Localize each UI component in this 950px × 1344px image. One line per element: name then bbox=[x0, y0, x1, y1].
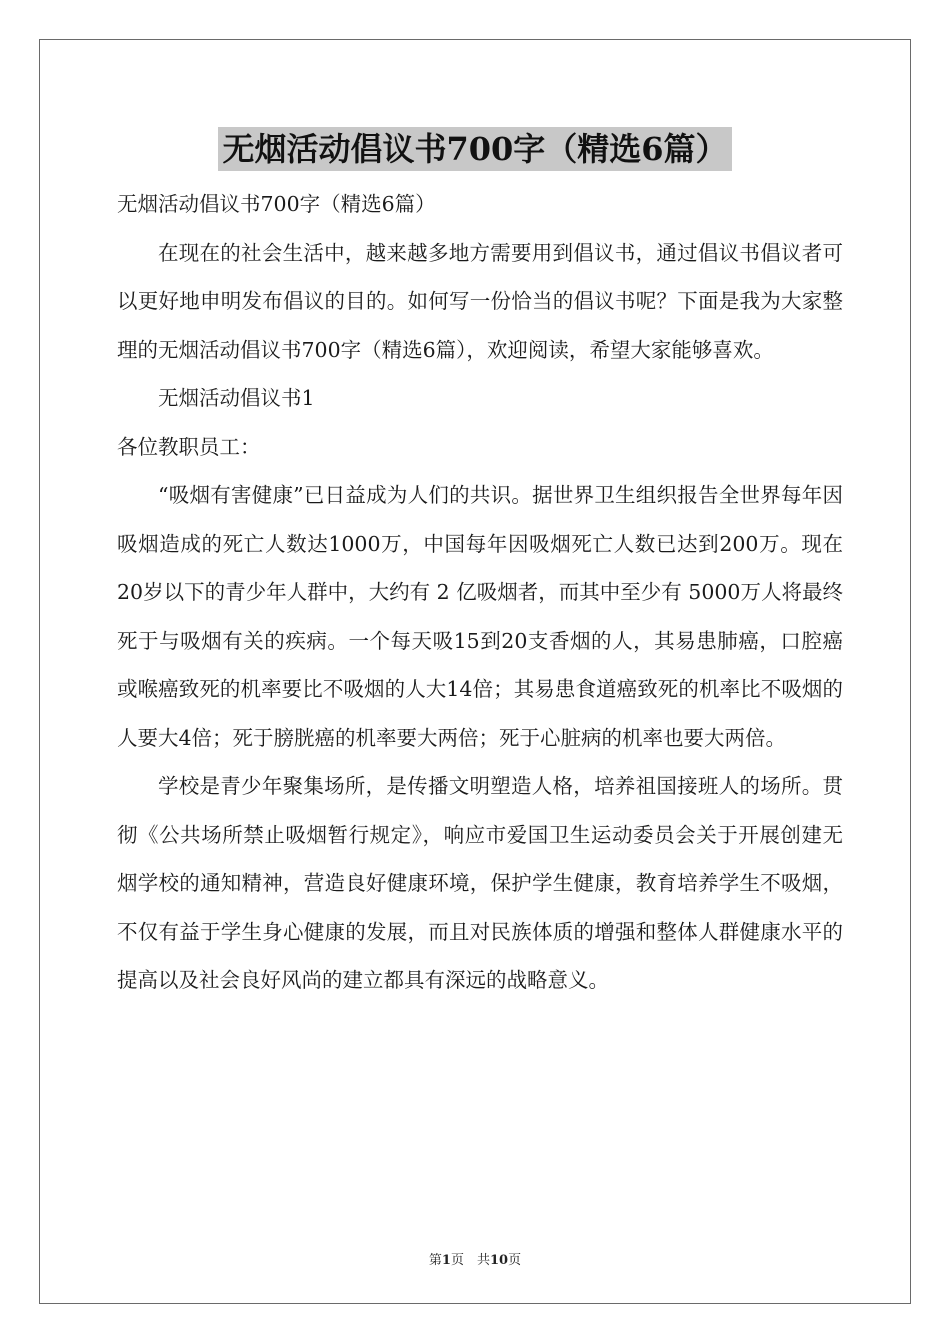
subtitle-line: 无烟活动倡议书700字（精选6篇） bbox=[117, 192, 436, 216]
intro-paragraph: 在现在的社会生活中，越来越多地方需要用到倡议书，通过倡议书倡议者可以更好地申明发布倡议的目的。如何写一份恰当的倡议书呢？下面是我为大家整理的无烟活动倡议书700字（精选6篇），欢迎阅读，希望大家能够喜欢。 bbox=[117, 240, 843, 362]
body-paragraph: 学校是青少年聚集场所，是传播文明塑造人格，培养祖国接班人的场所。贯彻《公共场所禁止吸烟暂行规定》，响应市爱国卫生运动委员会关于开展创建无烟学校的通知精神，营造良好健康环境，保护学生健康，教育培养学生不吸烟，不仅有益于学生身心健康的发展，而且对民族体质的增强和整体人群健康水平的提高以及社会良好风尚的建立都具有深远的战略意义。 bbox=[117, 774, 843, 992]
document-body bbox=[117, 180, 843, 1005]
page-mid: 页 共 bbox=[450, 1253, 490, 1268]
section-heading: 无烟活动倡议书1 bbox=[158, 386, 315, 410]
page-total: 10 bbox=[489, 1253, 509, 1268]
page-footer bbox=[0, 1249, 950, 1268]
document-title: 无烟活动倡议书700字（精选6篇） bbox=[218, 127, 731, 171]
page-suffix: 页 bbox=[508, 1253, 522, 1268]
salutation: 各位教职员工： bbox=[117, 434, 261, 459]
page-prefix: 第 bbox=[428, 1253, 442, 1268]
body-paragraph: “吸烟有害健康”已日益成为人们的共识。据世界卫生组织报告全世界每年因吸烟造成的死亡人数达1000万，中国每年因吸烟死亡人数已达到200万。现在20岁以下的青少年人群中，大约有 2 亿吸烟者，而其中至少有 5000万人将最终死于与吸烟有关的疾病。一个每天吸15到20支香烟的人，其易患肺癌，口腔癌或喉癌致死的机率要比不吸烟的人大14倍；其易患食道癌致死的机率比不吸烟的人要大4倍；死于膀胱癌的机率要大两倍；死于心脏病的机率也要大两倍。 bbox=[117, 483, 843, 750]
title-container bbox=[0, 127, 950, 171]
page-current: 1 bbox=[441, 1253, 451, 1268]
